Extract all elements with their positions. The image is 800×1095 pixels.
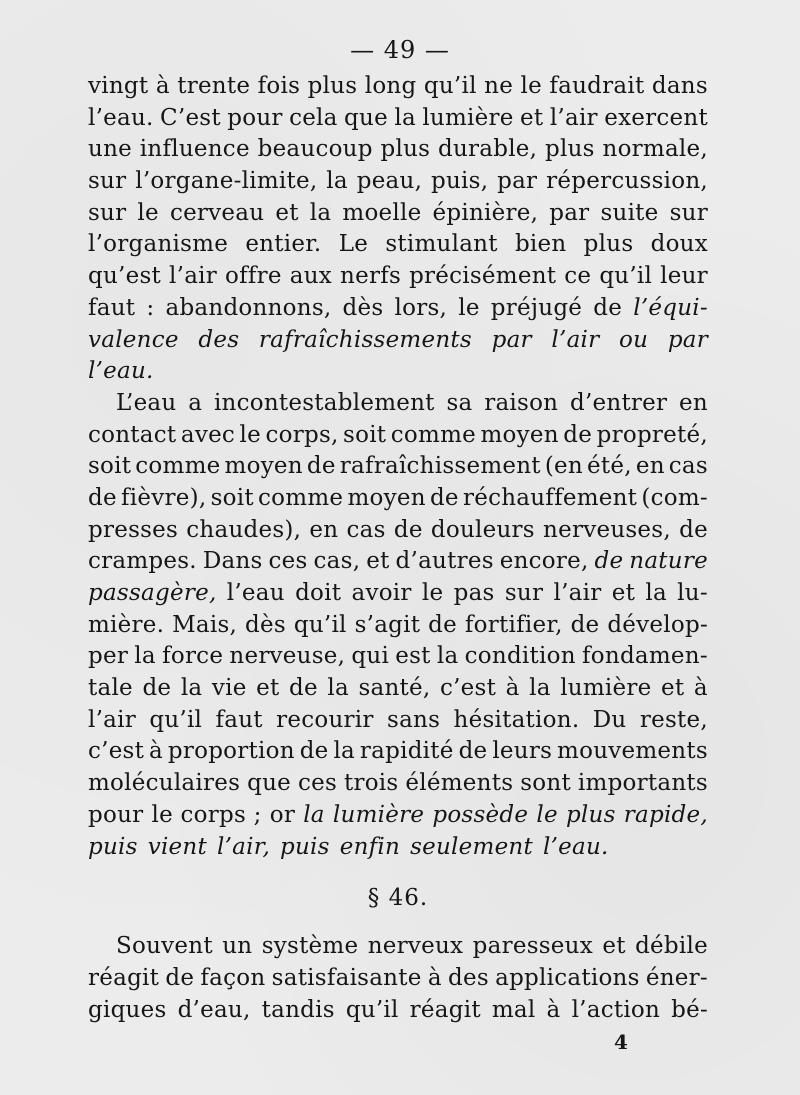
- word: la: [309, 199, 332, 226]
- word: la: [303, 801, 325, 828]
- word: fièvre),: [121, 484, 207, 511]
- word: cas: [346, 516, 386, 543]
- word: crampes.: [88, 548, 197, 575]
- word: réagit: [88, 964, 160, 991]
- word: fois: [257, 73, 301, 99]
- word: Le: [338, 231, 369, 258]
- word: bien: [514, 231, 567, 258]
- word: le: [137, 199, 159, 226]
- word: de: [299, 738, 329, 765]
- word: giques: [88, 996, 167, 1023]
- word: éléments: [405, 770, 514, 797]
- word: est: [395, 643, 431, 670]
- page-body: [88, 71, 708, 1026]
- word: possède: [432, 801, 529, 828]
- word: à: [427, 964, 442, 991]
- word: l’équi-: [633, 294, 708, 321]
- word: à: [149, 738, 163, 765]
- word: qu’est: [88, 263, 162, 290]
- word: rapide,: [623, 801, 708, 828]
- word: ces: [268, 548, 308, 575]
- word: précisément: [409, 263, 557, 290]
- word: dévelop-: [607, 611, 708, 638]
- word: la: [394, 104, 416, 131]
- word: a: [188, 389, 203, 416]
- word: leur: [660, 263, 708, 290]
- word: peau,: [356, 168, 423, 195]
- text-line: [88, 995, 708, 1027]
- word: de: [570, 611, 600, 638]
- word: sur: [669, 199, 708, 226]
- word: proportion: [167, 738, 295, 765]
- word: lumière: [560, 675, 652, 702]
- text-line: [88, 578, 708, 610]
- word: de: [679, 516, 708, 543]
- word: contact: [88, 421, 177, 448]
- word: la: [326, 168, 348, 195]
- word: par: [491, 326, 532, 353]
- word: douleurs: [430, 516, 535, 543]
- text-line: [88, 800, 708, 832]
- word: Dans: [202, 548, 263, 575]
- word: vingt: [88, 73, 149, 99]
- word: plus: [565, 801, 616, 828]
- text-line: [88, 673, 708, 705]
- word: bé-: [671, 996, 708, 1023]
- word: et: [602, 933, 626, 960]
- word: dans: [651, 73, 708, 99]
- word: mière.: [88, 611, 165, 638]
- text-line: [88, 451, 708, 483]
- word: préjugé: [490, 294, 583, 321]
- word: l’air: [549, 104, 598, 131]
- word: presses: [88, 516, 179, 543]
- word: débile: [635, 933, 708, 960]
- word: le: [458, 294, 480, 321]
- word: influence: [139, 136, 250, 163]
- word: par: [549, 199, 590, 226]
- word: doux: [650, 231, 708, 258]
- word: dès: [245, 611, 286, 638]
- word: rafraîchissements: [258, 326, 472, 353]
- word: leurs: [492, 738, 553, 765]
- word: plus: [583, 231, 634, 258]
- word: sur: [88, 199, 127, 226]
- paragraph-2: [88, 388, 708, 863]
- word: moyen: [347, 484, 426, 511]
- word: qu’il: [149, 706, 203, 733]
- word: exercent: [604, 104, 708, 131]
- signature-mark: 4: [614, 1030, 628, 1054]
- word: or: [269, 801, 296, 828]
- word: l’eau: [226, 580, 285, 606]
- word: ou: [619, 326, 649, 353]
- word: trente: [177, 73, 251, 99]
- word: doit: [295, 580, 342, 606]
- word: applications: [495, 964, 640, 991]
- word: tandis: [261, 996, 335, 1023]
- word: qui: [351, 643, 390, 670]
- word: par: [667, 326, 708, 353]
- word: sont: [520, 770, 571, 797]
- word: reste,: [639, 706, 708, 733]
- text-line: [88, 931, 708, 963]
- word: réchauffement: [462, 484, 638, 511]
- word: force: [162, 643, 224, 670]
- word: moyen: [480, 421, 559, 448]
- word: l’air: [553, 580, 602, 606]
- word: l’air: [551, 326, 600, 353]
- word: c’est: [88, 738, 145, 765]
- word: moyen: [224, 453, 303, 480]
- text-line: [88, 832, 708, 864]
- word: et: [520, 104, 544, 131]
- word: de: [428, 611, 457, 638]
- word: pour: [227, 104, 283, 131]
- word: à: [155, 73, 170, 99]
- word: aux: [289, 263, 333, 290]
- text-line: [88, 229, 708, 261]
- word: avec: [180, 421, 236, 448]
- word: suite: [600, 199, 659, 226]
- word: puis,: [431, 168, 489, 195]
- word: système: [261, 933, 359, 960]
- word: faut: [215, 706, 263, 733]
- word: de: [429, 484, 459, 511]
- word: de: [563, 421, 593, 448]
- word: l’eau.: [88, 104, 154, 131]
- text-line: [88, 71, 708, 103]
- word: qu’il: [293, 611, 347, 638]
- word: que: [247, 770, 292, 797]
- word: de: [306, 453, 336, 480]
- word: lumière: [332, 801, 425, 828]
- text-line: [88, 198, 708, 230]
- word: l’organe-limite,: [135, 168, 318, 195]
- word: entier.: [245, 231, 322, 258]
- word: corps,: [265, 421, 339, 448]
- word: nerveuses,: [543, 516, 671, 543]
- word: en: [309, 516, 339, 543]
- word: comme: [258, 484, 344, 511]
- word: qu’il: [599, 263, 653, 290]
- word: plus: [307, 73, 358, 99]
- paragraph-3: [88, 931, 708, 1026]
- text-line: [88, 736, 708, 768]
- word: l’air: [169, 263, 218, 290]
- word: l’eau.: [542, 833, 609, 860]
- word: façon: [200, 964, 266, 991]
- word: s’agit: [354, 611, 421, 638]
- word: trois: [343, 770, 399, 797]
- word: satisfaisante: [271, 964, 422, 991]
- word: le corps ;: [151, 801, 262, 828]
- text-line: [88, 356, 708, 388]
- word: de: [165, 964, 195, 991]
- word: soit: [88, 453, 132, 480]
- text-line: [88, 641, 708, 673]
- word: d’eau,: [177, 996, 251, 1023]
- word: à: [505, 675, 520, 702]
- word: hésitation.: [453, 706, 580, 733]
- word: l’action: [571, 996, 661, 1023]
- word: de: [593, 294, 623, 321]
- word: la: [645, 580, 667, 606]
- word: tale: [88, 675, 133, 702]
- word: faut: [88, 294, 136, 321]
- text-line: [88, 293, 708, 325]
- text-line: [88, 388, 708, 420]
- word: nature: [629, 548, 708, 575]
- word: et: [275, 199, 299, 226]
- word: durable,: [437, 136, 538, 163]
- word: rafraîchissement: [339, 453, 541, 480]
- word: la: [333, 738, 356, 765]
- word: moléculaires: [88, 770, 241, 797]
- word: per: [88, 643, 129, 670]
- word: et: [611, 580, 636, 606]
- word: le: [239, 421, 262, 448]
- word: condition: [464, 643, 576, 670]
- word: plus: [545, 136, 595, 163]
- word: cas,: [313, 548, 361, 575]
- word: puis: [280, 833, 330, 860]
- text-line: [88, 963, 708, 995]
- word: mouvements: [557, 738, 708, 765]
- paragraph-1: [88, 71, 708, 388]
- word: de: [458, 738, 488, 765]
- word: soit: [343, 421, 387, 448]
- word: l’organisme: [88, 231, 229, 258]
- word: normale,: [602, 136, 708, 163]
- word: sa: [446, 389, 473, 416]
- word: stimulant: [385, 231, 498, 258]
- word: la: [436, 643, 459, 670]
- word: ne: [484, 73, 514, 99]
- text-line: [88, 610, 708, 642]
- word: une: [88, 136, 132, 163]
- word: d’autres: [395, 548, 494, 575]
- word: un: [222, 933, 253, 960]
- word: comme: [390, 421, 476, 448]
- word: à: [693, 675, 708, 702]
- word: la: [529, 675, 551, 702]
- word: l’air: [88, 706, 136, 733]
- word: offre: [225, 263, 282, 290]
- page-number-header: — 49 —: [350, 36, 450, 64]
- word: Du: [592, 706, 627, 733]
- word: à: [546, 996, 561, 1023]
- word: et: [366, 548, 390, 575]
- word: lors,: [394, 294, 448, 321]
- word: cerveau: [169, 199, 265, 226]
- word: avoir: [351, 580, 412, 606]
- word: la: [180, 675, 203, 702]
- text-line: [88, 103, 708, 135]
- word: long: [364, 73, 417, 99]
- word: soit: [210, 484, 254, 511]
- word: nerveux: [367, 933, 464, 960]
- word: lu-: [677, 580, 708, 606]
- word: c’est: [439, 675, 497, 702]
- word: été,: [587, 453, 632, 480]
- word: abandonnons,: [165, 294, 332, 321]
- word: santé,: [358, 675, 431, 702]
- word: épinière,: [432, 199, 539, 226]
- word: et: [256, 675, 280, 702]
- text-line: [88, 483, 708, 515]
- word: le: [520, 73, 542, 99]
- word: chaudes),: [186, 516, 302, 543]
- word: plus: [380, 136, 431, 163]
- word: ces: [297, 770, 338, 797]
- word: nerveuse,: [229, 643, 346, 670]
- word: des: [448, 964, 489, 991]
- word: le: [536, 801, 558, 828]
- text-line: [88, 768, 708, 800]
- word: Mais,: [172, 611, 238, 638]
- word: par: [497, 168, 538, 195]
- word: L’eau: [116, 389, 177, 416]
- word: encore,: [499, 548, 589, 575]
- text-line: [88, 515, 708, 547]
- word: (com-: [641, 484, 708, 511]
- word: éner-: [645, 964, 708, 991]
- word: mal: [491, 996, 536, 1023]
- word: qu’il: [345, 996, 399, 1023]
- word: fortifier,: [464, 611, 563, 638]
- word: en: [635, 453, 665, 480]
- word: raison: [484, 389, 559, 416]
- word: de: [393, 516, 423, 543]
- word: propreté,: [596, 421, 708, 448]
- word: en: [679, 389, 708, 416]
- word: ce: [564, 263, 592, 290]
- word: de: [594, 548, 624, 575]
- word: sur: [88, 168, 127, 195]
- word: la: [327, 675, 349, 702]
- word: réagit: [409, 996, 481, 1023]
- word: de: [289, 675, 318, 702]
- word: importants: [577, 770, 708, 797]
- word: de: [142, 675, 172, 702]
- word: pour: [88, 801, 144, 828]
- word: de: [88, 484, 117, 511]
- word: paresseux: [472, 933, 593, 960]
- word: vient: [147, 833, 207, 860]
- word: et: [661, 675, 685, 702]
- word: faudrait: [549, 73, 645, 99]
- word: comme: [135, 453, 221, 480]
- word: pas: [453, 580, 495, 606]
- word: sans: [387, 706, 441, 733]
- word: recourir: [276, 706, 374, 733]
- word: enfin: [339, 833, 401, 860]
- word: (en: [544, 453, 583, 480]
- word: incontestablement: [213, 389, 435, 416]
- word: passagère,: [88, 580, 217, 606]
- text-line: [88, 166, 708, 198]
- word: nerfs: [340, 263, 402, 290]
- word: sur: [504, 580, 544, 606]
- word: cas: [668, 453, 708, 480]
- word: C’est: [160, 104, 221, 131]
- text-line: [88, 134, 708, 166]
- word: fondamen-: [582, 643, 708, 670]
- word: l’eau.: [88, 358, 154, 385]
- word: puis: [88, 833, 138, 860]
- word: Souvent: [116, 933, 213, 960]
- word: dès: [342, 294, 384, 321]
- word: valence: [88, 326, 179, 353]
- word: seulement: [410, 833, 533, 860]
- word: que: [344, 104, 388, 131]
- word: lumière: [422, 104, 514, 131]
- word: cela: [289, 104, 338, 131]
- word: la: [134, 643, 156, 670]
- word: rapidité: [359, 738, 454, 765]
- word: beaucoup: [257, 136, 373, 163]
- text-line: [88, 325, 708, 357]
- text-line: [88, 261, 708, 293]
- word: répercussion,: [546, 168, 708, 195]
- word: qu’il: [423, 73, 477, 99]
- word: vie: [211, 675, 247, 702]
- word: :: [146, 294, 155, 321]
- word: moelle: [342, 199, 422, 226]
- word: des: [198, 326, 240, 353]
- section-heading: § 46.: [367, 885, 429, 912]
- text-line: [88, 420, 708, 452]
- word: d’entrer: [569, 389, 668, 416]
- word: l’air,: [216, 833, 270, 860]
- text-line: [88, 705, 708, 737]
- word: le: [421, 580, 444, 606]
- text-line: [88, 546, 708, 578]
